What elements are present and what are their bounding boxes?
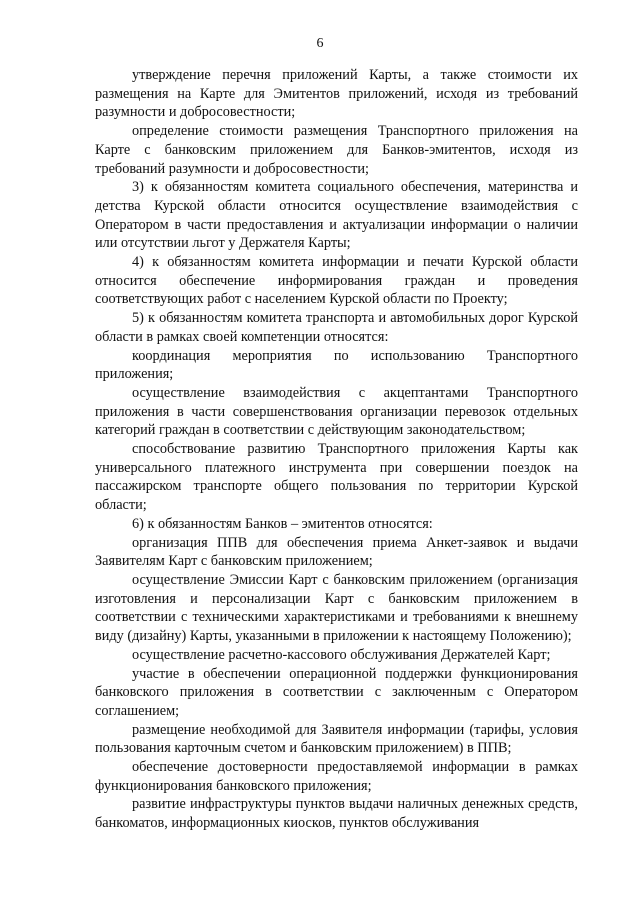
paragraph-transport-app-placement-cost: определение стоимости размещения Транспортного приложения на Карте с банковским приложением для Банков-эмитентов, исходя из требований разумности и добросовестности;: [95, 123, 578, 177]
paragraph-bank-issuer-duties: 6) к обязанностям Банков – эмитентов относятся:: [132, 515, 433, 532]
paragraph-social-committee-duties: 3) к обязанностям комитета социального обеспечения, материнства и детства Курской области относится осуществление взаимодействия с Оператором в части предоставления и актуализации информации о наличии или отсутствии льгот у Держателя Карты;: [95, 179, 578, 252]
document-body: [95, 66, 578, 833]
paragraph-information-reliability: обеспечение достоверности предоставляемой информации в рамках функционирования банковского приложения;: [95, 759, 578, 794]
paragraph-coordination: координация мероприятия по использованию Транспортного приложения;: [95, 347, 578, 383]
paragraph-ppv-organization: организация ППВ для обеспечения приема Анкет-заявок и выдачи Заявителям Карт с банковским приложением;: [95, 534, 578, 570]
paragraph-applicant-information: размещение необходимой для Заявителя информации (тарифы, условия пользования карточным счетом и банковским приложением) в ППВ;: [95, 721, 578, 757]
paragraph-information-committee-duties: 4) к обязанностям комитета информации и печати Курской области относится обеспечение информирования граждан и проведения соответствующих работ с населением Курской области по Проекту;: [95, 254, 578, 308]
paragraph-transport-committee-duties: 5) к обязанностям комитета транспорта и автомобильных дорог Курской области в рамках своей компетенции относятся:: [95, 310, 578, 345]
paragraph-card-emission: осуществление Эмиссии Карт с банковским приложением (организация изготовления и персонализации Карт с банковским приложением в соответствии с техническими характеристиками и требованиями к внешнему виду (дизайну) Карты, указанными в приложении к настоящему Положению);: [95, 571, 578, 645]
paragraph-operational-support: участие в обеспечении операционной поддержки функционирования банковского приложения в соответствии с заключенным с Оператором соглашением;: [95, 665, 578, 719]
paragraph-cash-settlement: осуществление расчетно-кассового обслуживания Держателей Карт;: [132, 646, 551, 663]
paragraph-infrastructure-development: развитие инфраструктуры пунктов выдачи наличных денежных средств, банкоматов, информационных киосков, пунктов обслуживания: [95, 796, 578, 832]
paragraph-approval-of-app-list: утверждение перечня приложений Карты, а также стоимости их размещения на Карте для Эмитентов приложений, исходя из требований разумности и добросовестности;: [95, 67, 578, 121]
paragraph-transport-app-development: способствование развитию Транспортного приложения Карты как универсального платежного инструмента при совершении поездок на пассажирском транспорте общего пользования по территории Курской области;: [95, 441, 578, 514]
page-number: 6: [316, 36, 324, 51]
paragraph-acceptant-interaction: осуществление взаимодействия с акцептантами Транспортного приложения в части совершенствования организации перевозок отдельных категорий граждан в соответствии с действующим законодательством;: [95, 384, 578, 439]
